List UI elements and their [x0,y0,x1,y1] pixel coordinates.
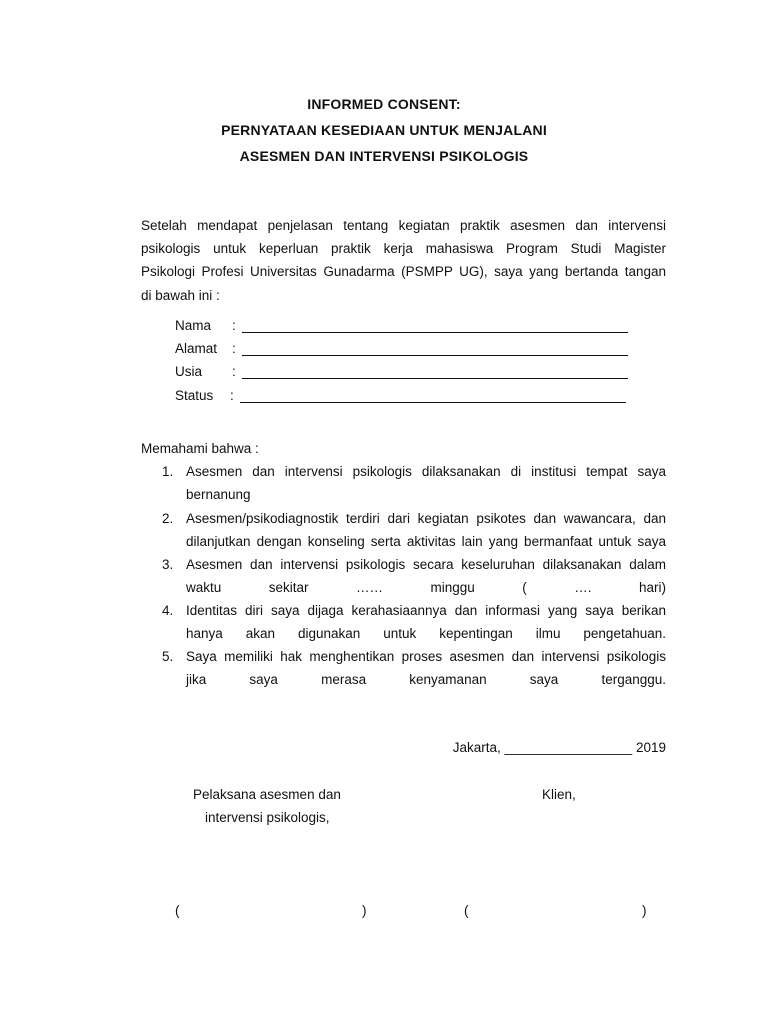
list-item-line: dilanjutkan dengan konseling serta aktivitas lain yang bermanfaat untuk saya [186,534,666,549]
intro-line: di bawah ini : [141,288,220,303]
title-line-2: PERNYATAAN KESEDIAAN UNTUK MENJALANI [221,122,547,138]
title-line-1: INFORMED CONSENT: [307,96,461,112]
list-item-line: waktu sekitar …… minggu ( …. hari) [186,580,666,595]
open-paren: ( [175,903,180,918]
list-item-line: Asesmen dan intervensi psikologis dilaksanakan di institusi tempat saya [186,464,666,479]
signer-right-label: Klien, [542,787,576,802]
date-year: 2019 [635,740,666,755]
field-colon: : [232,318,236,333]
intro-line: psikologis untuk keperluan praktik kerja mahasiswa Program Studi Magister [141,241,666,256]
field-label: Nama [175,318,212,333]
list-item-line: bernanung [186,487,251,502]
list-item-line: hanya akan digunakan untuk kepentingan ilmu pengetahuan. [186,626,666,641]
list-number: 2. [162,511,174,526]
list-number: 4. [162,603,174,618]
title-line-3: ASESMEN DAN INTERVENSI PSIKOLOGIS [239,148,529,164]
field-label: Alamat [175,341,218,356]
place-city: Jakarta, [452,740,501,755]
understand-heading: Memahami bahwa : [141,441,259,456]
field-colon: : [230,388,234,403]
open-paren: ( [464,903,469,918]
date-blank[interactable]: _________________ [504,740,633,755]
list-number: 3. [162,557,174,572]
list-number: 5. [162,649,174,664]
status-input-line[interactable] [240,402,626,403]
usia-input-line[interactable] [242,378,628,379]
signer-left-label-2: intervensi psikologis, [205,810,330,825]
list-item-line: Asesmen dan intervensi psikologis secara keseluruhan dilaksanakan dalam [186,557,666,572]
list-number: 1. [162,464,174,479]
field-colon: : [232,364,236,379]
signer-left-label-1: Pelaksana asesmen dan [193,787,341,802]
list-item-line: Saya memiliki hak menghentikan proses asesmen dan intervensi psikologis [186,649,666,664]
intro-line: Setelah mendapat penjelasan tentang kegiatan praktik asesmen dan intervensi [141,218,666,233]
alamat-input-line[interactable] [242,355,628,356]
field-label: Status [175,388,214,403]
list-item-line: Asesmen/psikodiagnostik terdiri dari kegiatan psikotes dan wawancara, dan [186,511,666,526]
place-date [453,740,666,755]
intro-line: Psikologi Profesi Universitas Gunadarma (PSMPP UG), saya yang bertanda tangan [141,264,666,279]
close-paren: ) [642,903,647,918]
field-label: Usia [175,364,203,379]
field-colon: : [232,341,236,356]
list-item-line: jika saya merasa kenyamanan saya terganggu. [186,672,666,687]
close-paren: ) [362,903,367,918]
list-item-line: Identitas diri saya dijaga kerahasiaannya dan informasi yang saya berikan [186,603,666,618]
nama-input-line[interactable] [242,332,628,333]
